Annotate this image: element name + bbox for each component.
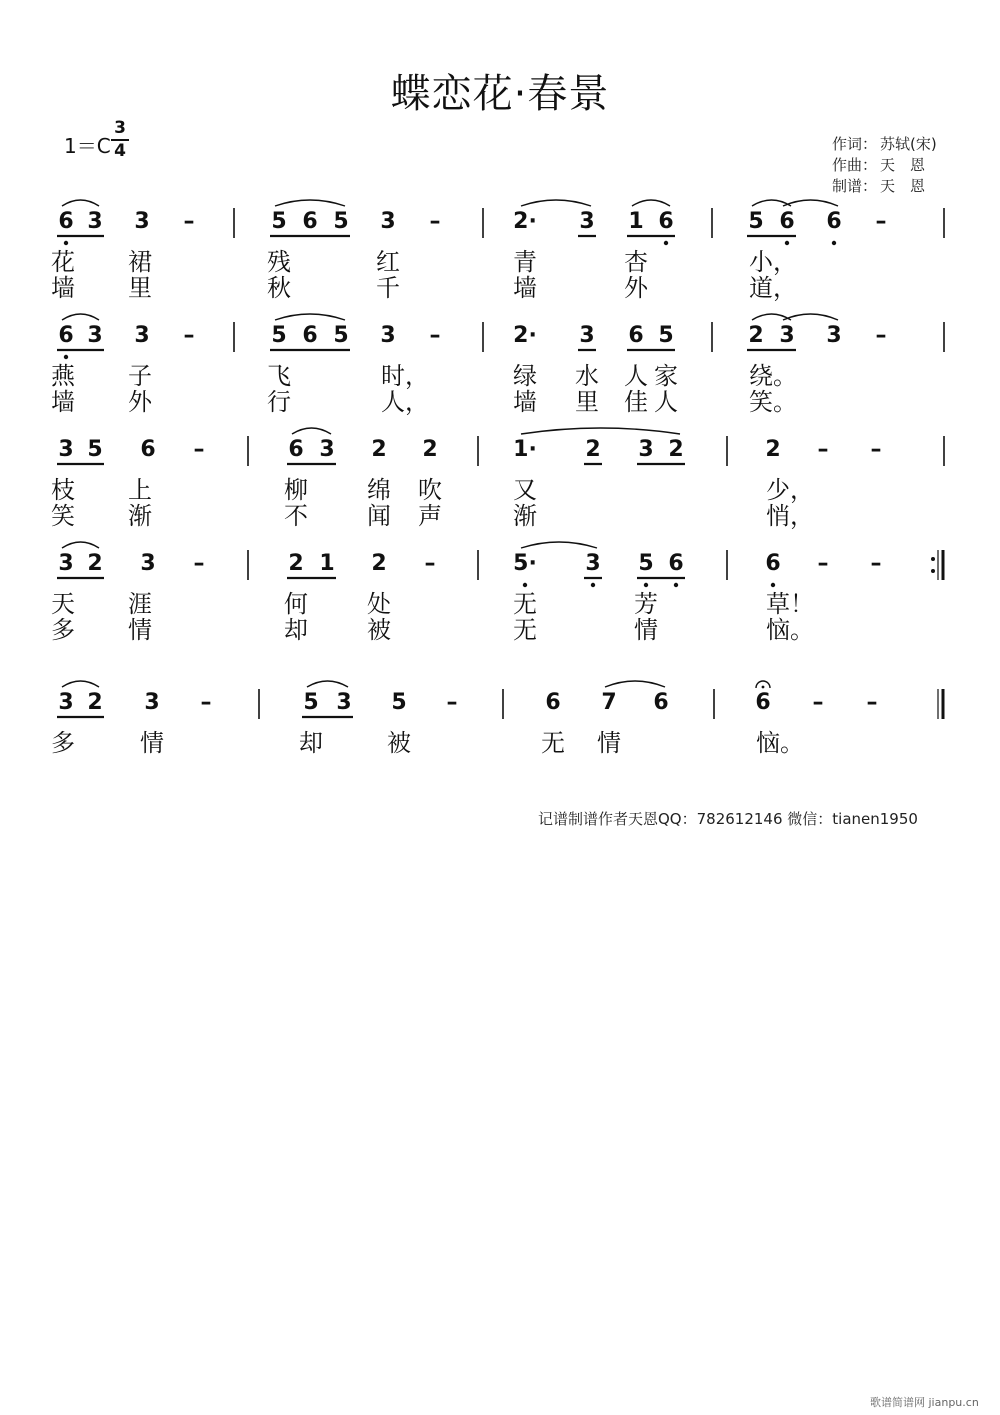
note: 3 [144,690,160,715]
lyric-verse-2: 声 [418,502,442,530]
note: 2 [288,551,304,576]
meter-top: 3 [114,118,126,138]
note: 5· [513,551,537,576]
credit-value: 天 恩 [880,177,926,195]
lyric-verse-1: 又 [513,476,537,504]
note: 6 [755,690,771,715]
lyric-verse-2: 墙 [513,388,537,416]
lyric-verse-2: 外 [128,388,152,416]
lyric-verse-2: 道， [749,274,797,302]
note: 6 [765,551,781,576]
note: 6 [58,323,74,348]
lyric-verse-1: 绕。 [749,362,797,390]
note: 6 [668,551,684,576]
lyric-verse-1: 小， [749,248,797,276]
note: 6 [826,209,842,234]
lyric-verse-2: 多 [51,616,75,644]
lyric-verse-1: 却 [299,729,323,757]
note: 3 [380,323,396,348]
note: 2 [371,551,387,576]
slur [62,314,99,320]
note: 3 [779,323,795,348]
note: 2 [87,690,103,715]
note: – [429,209,441,234]
note: 3 [579,323,595,348]
lyric-verse-1: 柳 [284,476,308,504]
note: 7 [601,690,617,715]
note: 3 [58,437,74,462]
note: 3 [58,690,74,715]
lyric-verse-2: 渐 [513,502,537,530]
lyric-verse-1: 家 [654,362,678,390]
lyric-verse-2: 墙 [51,388,75,416]
octave-dot-low [832,241,836,245]
lyric-verse-2: 人 [654,388,678,416]
octave-dot-low [785,241,789,245]
note: – [193,437,205,462]
note: 6 [658,209,674,234]
note: – [429,323,441,348]
note: – [817,437,829,462]
lyric-verse-1: 绿 [513,362,537,390]
octave-dot-low [523,583,527,587]
lyric-verse-1: 被 [387,729,411,757]
note: 3 [87,209,103,234]
lyric-verse-1: 绵 [367,476,391,504]
note: 2 [87,551,103,576]
note: 6 [302,209,318,234]
slur [521,200,591,206]
lyric-verse-1: 残 [267,248,291,276]
note: 3 [134,209,150,234]
note: – [183,323,195,348]
note: 3 [319,437,335,462]
lyric-verse-1: 情 [140,729,164,757]
note: 2· [513,209,537,234]
lyric-verse-1: 无 [541,729,565,757]
slur [62,681,99,687]
lyric-verse-2: 墙 [513,274,537,302]
note: 3 [579,209,595,234]
note: – [200,690,212,715]
slur [292,428,331,434]
lyric-verse-1: 涯 [128,590,152,618]
note: – [875,323,887,348]
lyric-verse-1: 处 [367,590,391,618]
lyric-verse-1: 天 [51,590,75,618]
slur [307,681,348,687]
lyric-verse-2: 恼。 [766,616,814,644]
lyric-verse-1: 人 [624,362,648,390]
repeat-dot [931,557,935,561]
lyric-verse-2: 闻 [367,502,391,530]
lyric-verse-1: 何 [284,590,308,618]
note: 3 [336,690,352,715]
slur [521,428,680,434]
note: – [817,551,829,576]
note: – [870,437,882,462]
note: 6 [302,323,318,348]
note: 5 [333,323,349,348]
note: 5 [391,690,407,715]
lyric-verse-2: 不 [284,502,308,530]
note: 5 [658,323,674,348]
page-title: 蝶恋花·春景 [390,71,610,117]
note: – [866,690,878,715]
lyric-verse-2: 里 [575,388,599,416]
watermark: 歌谱简谱网 jianpu.cn [870,1396,979,1409]
note: 6 [779,209,795,234]
lyric-verse-2: 情 [128,616,152,644]
lyric-verse-2: 行 [267,388,291,416]
note: – [875,209,887,234]
note: 2 [765,437,781,462]
footer-credit: 记谱制谱作者天恩QQ：782612146 微信：tianen1950 [538,810,918,828]
note: 5 [748,209,764,234]
lyric-verse-1: 草！ [766,590,814,618]
lyric-verse-2: 人， [381,388,429,416]
lyric-verse-1: 青 [513,248,537,276]
octave-dot-low [674,583,678,587]
note: 2· [513,323,537,348]
note: 2 [422,437,438,462]
lyric-verse-2: 被 [367,616,391,644]
lyric-verse-1: 裙 [128,248,152,276]
note: 5 [638,551,654,576]
note: 3 [134,323,150,348]
lyric-verse-1: 多 [51,729,75,757]
repeat-dot [931,569,935,573]
note: 3 [58,551,74,576]
lyric-verse-1: 时， [381,362,429,390]
note: 1 [628,209,644,234]
lyric-verse-1: 情 [597,729,621,757]
lyric-verse-2: 笑。 [749,388,797,416]
octave-dot-low [591,583,595,587]
note: 3 [380,209,396,234]
lyric-verse-1: 少， [766,476,814,504]
note: 5 [303,690,319,715]
lyric-verse-2: 笑 [51,502,75,530]
slur [783,314,838,320]
lyric-verse-1: 吹 [418,476,442,504]
lyric-verse-2: 无 [513,616,537,644]
credit-value: 苏轼(宋) [880,135,937,153]
note: 5 [87,437,103,462]
note: 2 [371,437,387,462]
lyric-verse-1: 花 [51,248,75,276]
note: 3 [826,323,842,348]
lyric-verse-2: 秋 [267,274,291,302]
note: – [424,551,436,576]
lyric-verse-2: 墙 [51,274,75,302]
slur [62,200,99,206]
note: 6 [545,690,561,715]
note: 6 [653,690,669,715]
note: 2 [668,437,684,462]
credit-value: 天 恩 [880,156,926,174]
note: 2 [585,437,601,462]
note: 5 [333,209,349,234]
credit-label: 作曲： [832,156,878,174]
lyric-verse-2: 渐 [128,502,152,530]
note: 6 [140,437,156,462]
lyric-verse-1: 无 [513,590,537,618]
note: – [446,690,458,715]
note: 3 [140,551,156,576]
lyric-verse-2: 千 [376,274,400,302]
slur [62,542,99,548]
lyric-verse-2: 情 [634,616,658,644]
note: – [870,551,882,576]
note: 1 [319,551,335,576]
lyric-verse-1: 燕 [51,362,75,390]
note: 6 [628,323,644,348]
lyric-verse-2: 里 [128,274,152,302]
fermata-dot [762,686,765,689]
lyric-verse-2: 外 [624,274,648,302]
note: – [183,209,195,234]
slur [275,200,345,206]
note: 2 [748,323,764,348]
slur [783,200,838,206]
note: 3 [638,437,654,462]
note: 6 [58,209,74,234]
credit-label: 制谱： [832,177,878,195]
lyric-verse-1: 枝 [51,476,75,504]
slur [632,200,670,206]
octave-dot-low [771,583,775,587]
slur [275,314,345,320]
note: 1· [513,437,537,462]
lyric-verse-1: 芳 [634,590,658,618]
lyric-verse-1: 飞 [267,362,291,390]
note: – [812,690,824,715]
note: – [193,551,205,576]
note: 3 [87,323,103,348]
lyric-verse-1: 水 [575,362,599,390]
lyric-verse-1: 上 [128,476,152,504]
lyric-verse-2: 佳 [624,388,648,416]
lyric-verse-2: 却 [284,616,308,644]
octave-dot-low [64,355,68,359]
note: 6 [288,437,304,462]
octave-dot-low [644,583,648,587]
note: 5 [271,209,287,234]
lyric-verse-1: 红 [376,248,400,276]
meter-bottom: 4 [114,141,126,161]
key-signature: 1＝C [64,134,111,158]
credit-label: 作词： [832,135,878,153]
lyric-verse-1: 恼。 [756,729,804,757]
octave-dot-low [64,241,68,245]
lyric-verse-1: 杏 [624,248,648,276]
lyric-verse-1: 子 [128,362,152,390]
octave-dot-low [664,241,668,245]
note: 5 [271,323,287,348]
note: 3 [585,551,601,576]
slur [521,542,597,548]
lyric-verse-2: 悄， [766,502,814,530]
slur [605,681,665,687]
